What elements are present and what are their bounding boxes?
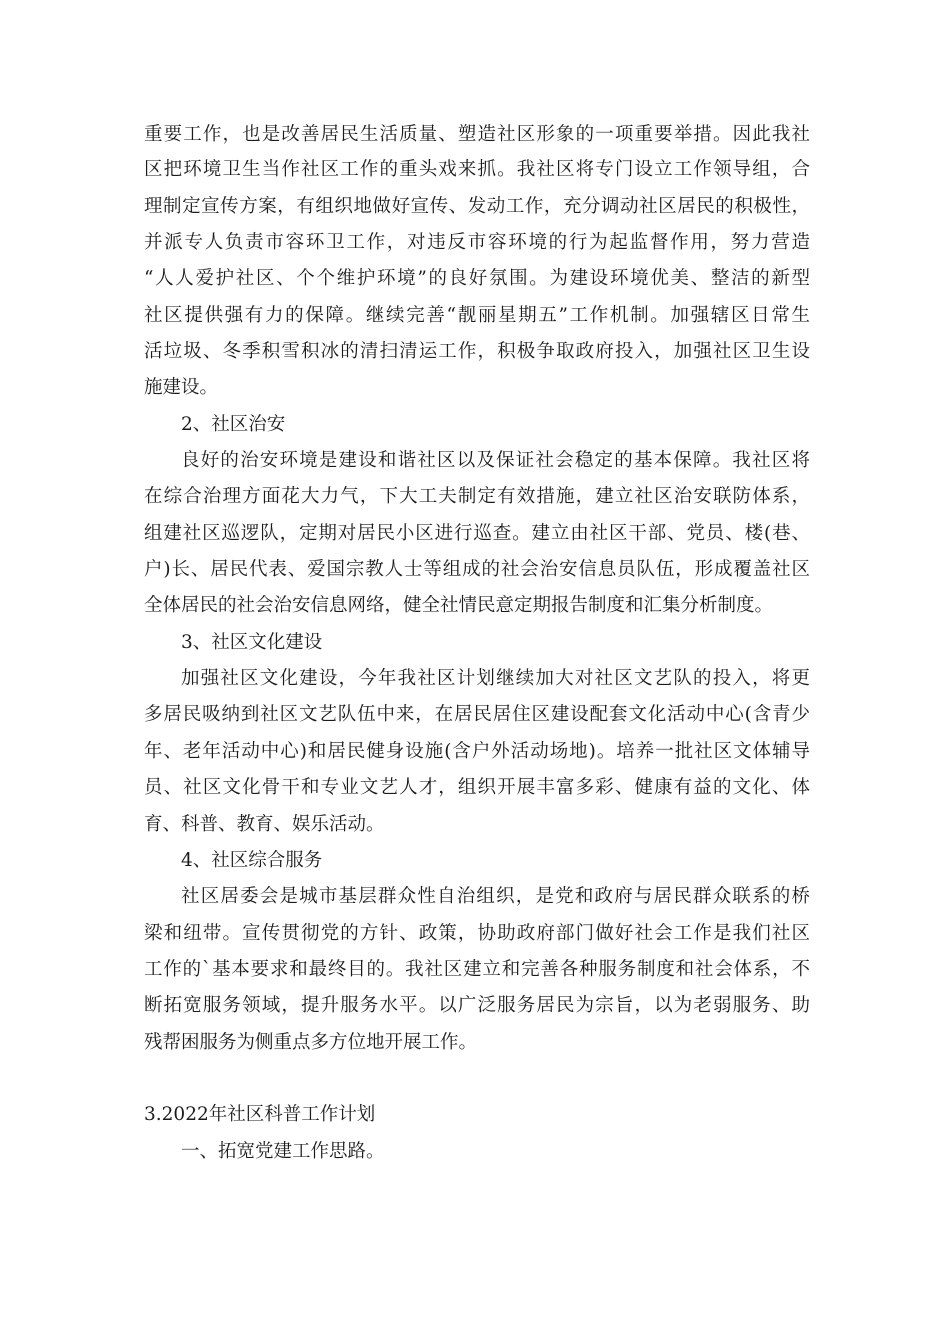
section-heading: 2、社区治安 xyxy=(181,414,286,435)
paragraph-line: 理制定宣传方案，有组织地做好宣传、发动工作，充分调动社区居民的积极性， xyxy=(144,196,810,217)
paragraph-line: 区把环境卫生当作社区工作的重头戏来抓。我社区将专门设立工作领导组，合 xyxy=(144,159,810,180)
paragraph-line: 工作的`基本要求和最终目的。我社区建立和完善各种服务制度和社会体系，不 xyxy=(144,959,810,980)
paragraph-line: 多居民吸纳到社区文艺队伍中来，在居民居住区建设配套文化活动中心(含青少 xyxy=(144,704,810,725)
section-heading: 一、拓宽党建工作思路。 xyxy=(181,1141,385,1162)
paragraph-line: 残帮困服务为侧重点多方位地开展工作。 xyxy=(144,1032,478,1053)
paragraph-line: 员、社区文化骨干和专业文艺人才，组织开展丰富多彩、健康有益的文化、体 xyxy=(144,777,810,798)
paragraph-line: 社区居委会是城市基层群众性自治组织，是党和政府与居民群众联系的桥 xyxy=(181,886,810,907)
document-title: 3.2022年社区科普工作计划 xyxy=(144,1104,376,1125)
paragraph-line: 良好的治安环境是建设和谐社区以及保证社会稳定的基本保障。我社区将 xyxy=(181,450,810,471)
paragraph-line: 在综合治理方面花大力气，下大工夫制定有效措施，建立社区治安联防体系， xyxy=(144,486,810,507)
paragraph-line: 并派专人负责市容环卫工作，对违反市容环境的行为起监督作用，努力营造 xyxy=(144,232,810,253)
paragraph-line: “人人爱护社区、个个维护环境”的良好氛围。为建设环境优美、整洁的新型 xyxy=(144,268,810,289)
paragraph-line: 全体居民的社会治安信息网络，健全社情民意定期报告制度和汇集分析制度。 xyxy=(144,595,774,616)
paragraph-line: 育、科普、教育、娱乐活动。 xyxy=(144,814,385,835)
paragraph-line: 施建设。 xyxy=(144,377,219,398)
paragraph-line: 断拓宽服务领域，提升服务水平。以广泛服务居民为宗旨，以为老弱服务、助 xyxy=(144,995,810,1016)
paragraph-line: 活垃圾、冬季积雪积冰的清扫清运工作，积极争取政府投入，加强社区卫生设 xyxy=(144,341,810,362)
paragraph-line: 重要工作，也是改善居民生活质量、塑造社区形象的一项重要举措。因此我社 xyxy=(144,124,810,145)
section-heading: 3、社区文化建设 xyxy=(181,632,323,653)
paragraph-line: 梁和纽带。宣传贯彻党的方针、政策，协助政府部门做好社会工作是我们社区 xyxy=(144,923,810,944)
paragraph-line: 社区提供强有力的保障。继续完善“靓丽星期五”工作机制。加强辖区日常生 xyxy=(144,305,810,326)
paragraph-line: 年、老年活动中心)和居民健身设施(含户外活动场地)。培养一批社区文体辅导 xyxy=(144,741,810,762)
paragraph-line: 组建社区巡逻队，定期对居民小区进行巡查。建立由社区干部、党员、楼(巷、 xyxy=(144,523,810,544)
paragraph-line: 户)长、居民代表、爱国宗教人士等组成的社会治安信息员队伍，形成覆盖社区 xyxy=(144,559,810,580)
section-heading: 4、社区综合服务 xyxy=(181,850,323,871)
paragraph-line: 加强社区文化建设，今年我社区计划继续加大对社区文艺队的投入，将更 xyxy=(181,668,810,689)
